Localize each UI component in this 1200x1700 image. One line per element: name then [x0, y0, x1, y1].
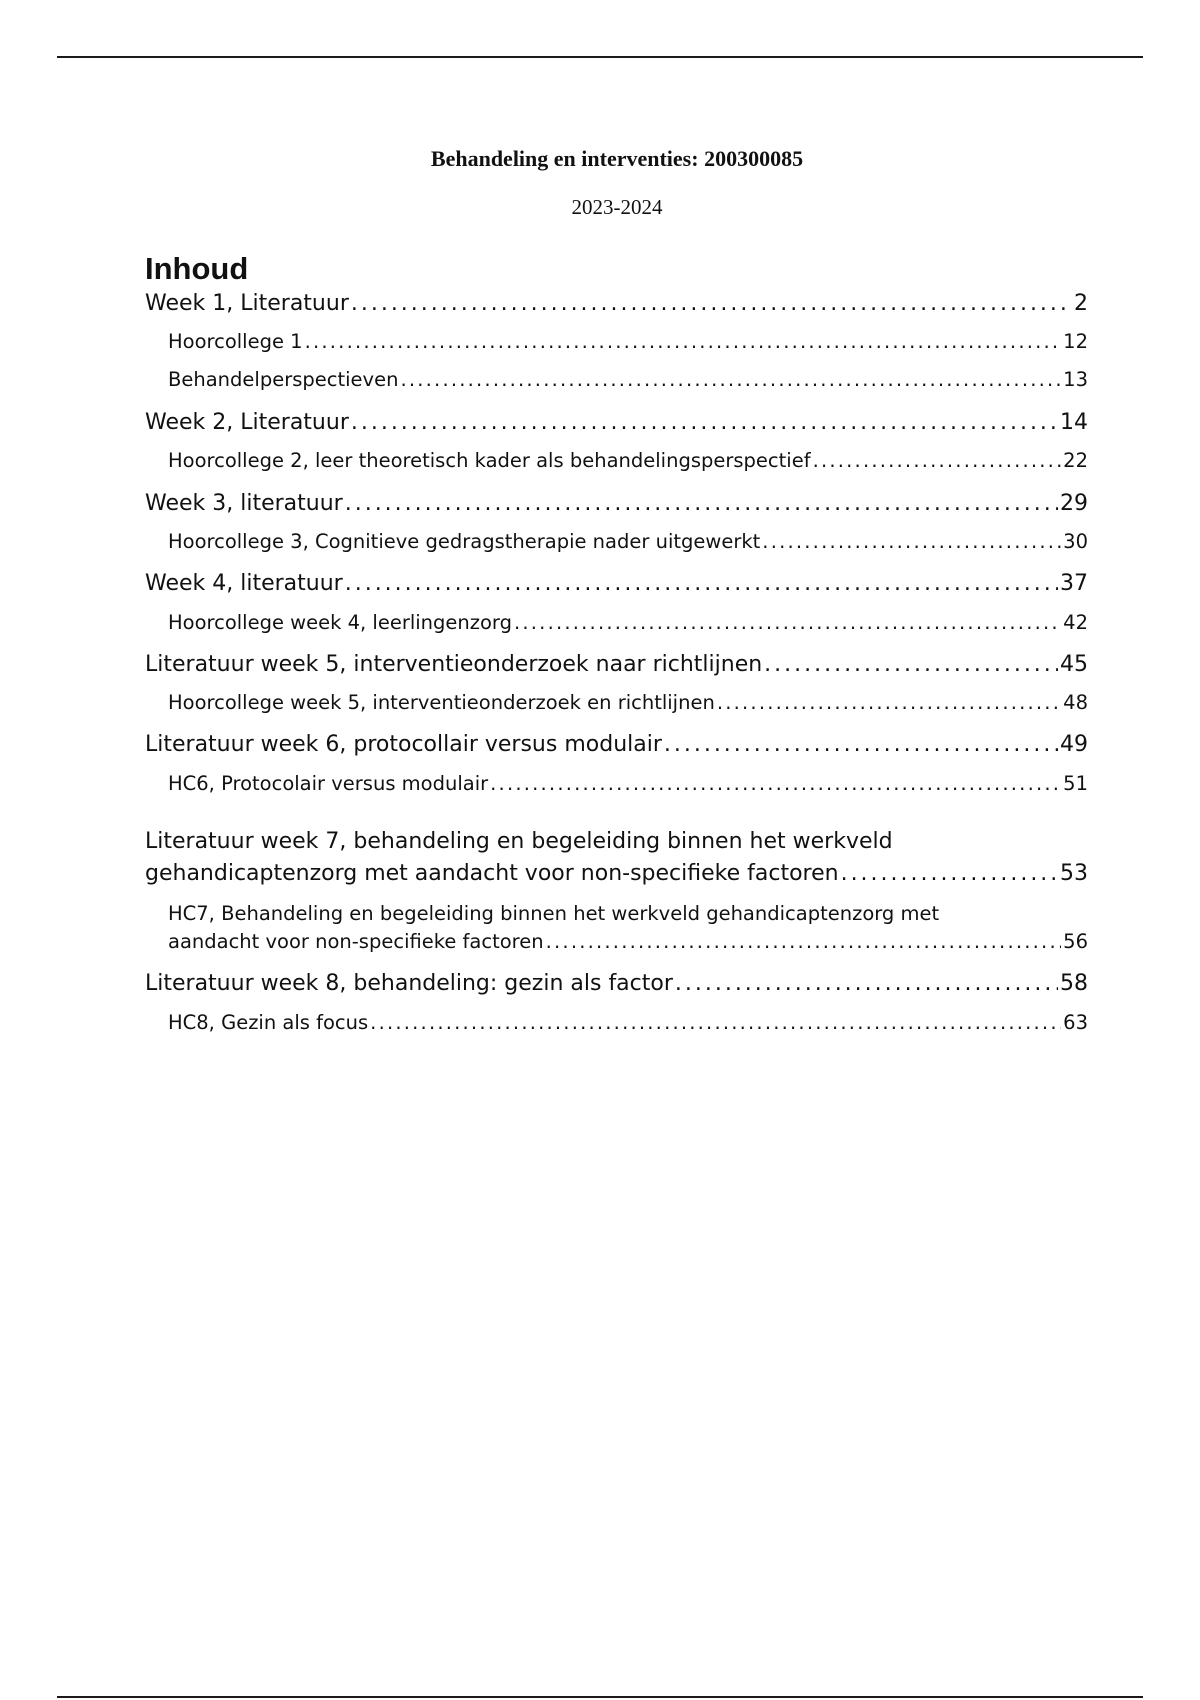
dot-leader: [764, 649, 1058, 681]
dot-leader: [762, 528, 1061, 556]
toc-entry-text: gehandicaptenzorg met aandacht voor non-specifieke factoren: [145, 861, 839, 886]
toc-entry-page: 30: [1063, 530, 1088, 553]
dot-leader: [345, 488, 1058, 520]
toc-entry-text: Hoorcollege week 4, leerlingenzorg: [168, 611, 512, 634]
dot-leader: [514, 609, 1061, 637]
toc-entry[interactable]: [168, 528, 1088, 556]
toc-entry[interactable]: [145, 488, 1088, 520]
toc-entry-page: 12: [1063, 330, 1088, 353]
toc-entry[interactable]: [168, 328, 1088, 356]
toc-entry-text: Week 1, Literatuur: [145, 291, 349, 316]
toc-entry-page: 2: [1074, 291, 1088, 316]
toc-entry-text: Behandelperspectieven: [168, 368, 399, 391]
toc-entry-page: 13: [1063, 368, 1088, 391]
toc-entry-text: Week 2, Literatuur: [145, 410, 349, 435]
toc-entry[interactable]: [145, 568, 1088, 600]
toc-entry[interactable]: [168, 900, 1088, 956]
dot-leader: [717, 689, 1061, 717]
toc-entry-page: 63: [1063, 1011, 1088, 1034]
toc-entry[interactable]: [168, 447, 1088, 475]
toc-entry-text: Hoorcollege 2, leer theoretisch kader als behandelingsperspectief: [168, 449, 811, 472]
toc-entry-text-line1: HC7, Behandeling en begeleiding binnen het werkveld gehandicaptenzorg met: [168, 902, 940, 925]
toc-entry-page: 42: [1063, 611, 1088, 634]
toc-entry-page: 53: [1060, 861, 1088, 886]
toc-entry-page: 14: [1060, 410, 1088, 435]
toc-entry[interactable]: [145, 407, 1088, 439]
toc-entry-page: 29: [1060, 491, 1088, 516]
toc-entry-text: aandacht voor non-specifieke factoren: [168, 930, 544, 953]
toc-entry[interactable]: [145, 288, 1088, 320]
toc-entry-text: HC6, Protocolair versus modulair: [168, 772, 489, 795]
dot-leader: [400, 366, 1061, 394]
toc-entry[interactable]: [168, 366, 1088, 394]
toc-entry-text-line1: Literatuur week 7, behandeling en begeleiding binnen het werkveld: [145, 829, 893, 854]
dot-leader: [345, 568, 1058, 600]
dot-leader: [490, 770, 1061, 798]
dot-leader: [675, 968, 1058, 1000]
toc-entry-page: 58: [1060, 971, 1088, 996]
toc-entry-text: Hoorcollege week 5, interventieonderzoek en richtlijnen: [168, 691, 715, 714]
dot-leader: [841, 858, 1058, 890]
document-title: Behandeling en interventies: 200300085: [430, 146, 804, 171]
toc-entry-text: Hoorcollege 3, Cognitieve gedragstherapie nader uitgewerkt: [168, 530, 761, 553]
toc-entry-text: HC8, Gezin als focus: [168, 1011, 369, 1034]
dot-leader: [664, 729, 1058, 761]
toc-entry[interactable]: [145, 729, 1088, 761]
toc-entry[interactable]: [145, 826, 1088, 890]
toc-heading: Inhoud: [145, 251, 249, 286]
toc-entry[interactable]: [168, 770, 1088, 798]
toc-entry-text: Literatuur week 8, behandeling: gezin als factor: [145, 971, 673, 996]
toc-entry-page: 49: [1060, 732, 1088, 757]
toc-entry-text: Week 3, literatuur: [145, 491, 343, 516]
toc-entry-text: Literatuur week 5, interventieonderzoek naar richtlijnen: [145, 652, 763, 677]
document-year: 2023-2024: [571, 195, 663, 219]
toc-entry-page: 48: [1063, 691, 1088, 714]
toc-entry[interactable]: [168, 609, 1088, 637]
toc-entry-page: 56: [1063, 930, 1088, 953]
toc-entry[interactable]: [145, 649, 1088, 681]
dot-leader: [813, 447, 1062, 475]
toc-entry-page: 51: [1063, 772, 1088, 795]
toc-entry[interactable]: [168, 1009, 1088, 1037]
toc-entry-text: Hoorcollege 1: [168, 330, 303, 353]
footer-rule: [57, 1696, 1143, 1698]
toc-entry-page: 37: [1060, 571, 1088, 596]
toc-entry-text: Literatuur week 6, protocollair versus modulair: [145, 732, 662, 757]
toc-entry[interactable]: [145, 968, 1088, 1000]
dot-leader: [370, 1009, 1061, 1037]
toc-entry-page: 45: [1060, 652, 1088, 677]
dot-leader: [305, 328, 1062, 356]
toc-entry-page: 22: [1063, 449, 1088, 472]
dot-leader: [351, 407, 1058, 439]
dot-leader: [351, 288, 1072, 320]
dot-leader: [546, 928, 1062, 956]
toc-entry[interactable]: [168, 689, 1088, 717]
toc-entry-text: Week 4, literatuur: [145, 571, 343, 596]
